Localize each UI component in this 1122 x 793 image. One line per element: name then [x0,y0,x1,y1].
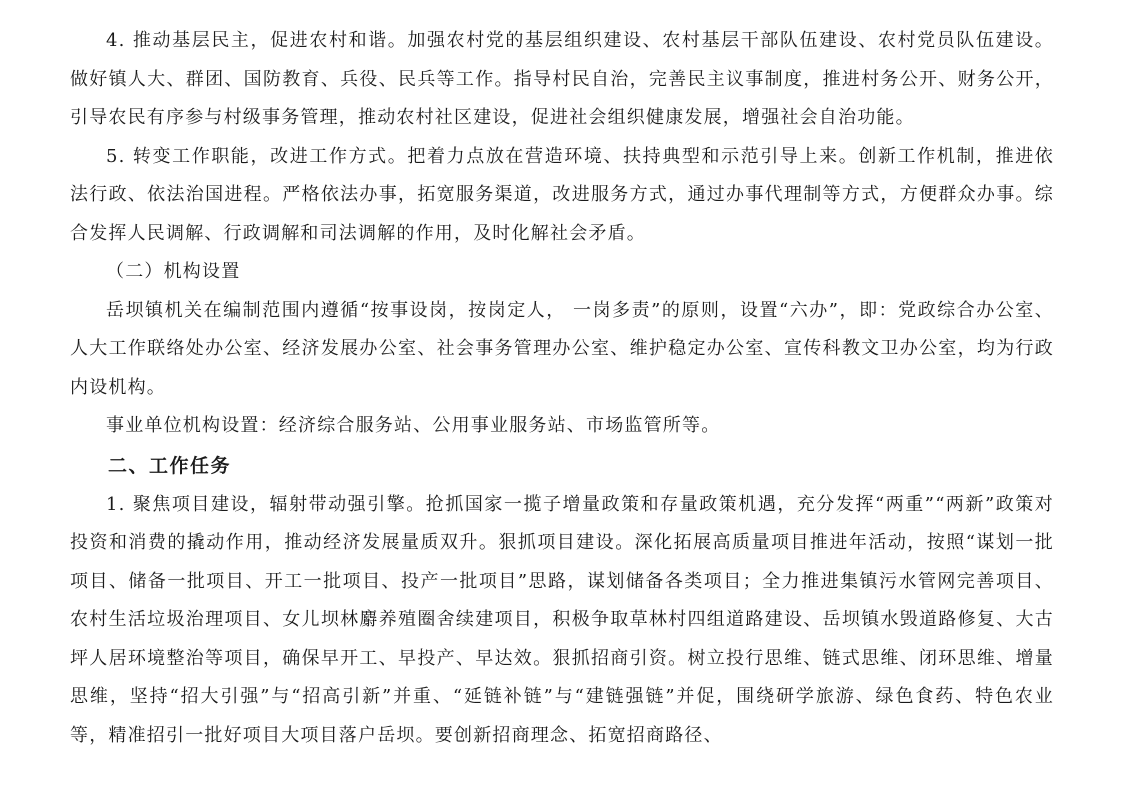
document-page [70,22,1054,755]
paragraph-item-5: 5. 转变工作职能，改进工作方式。把着力点放在营造环境、扶持典型和示范引导上来。创新工作机制，推进依法行政、依法治国进程。严格依法办事，拓宽服务渠道，改进服务方式，通过办事代理制等方式，方便群众办事。综合发挥人民调解、行政调解和司法调解的作用，及时化解社会矛盾。 [70,145,1054,244]
paragraph-item-4: 4. 推动基层民主，促进农村和谐。加强农村党的基层组织建设、农村基层干部队伍建设、农村党员队伍建设。做好镇人大、群团、国防教育、兵役、民兵等工作。指导村民自治，完善民主议事制度，推进村务公开、财务公开，引导农民有序参与村级事务管理，推动农村社区建设，促进社会组织健康发展，增强社会自治功能。 [70,30,1054,128]
paragraph-task-1: 1. 聚焦项目建设，辐射带动强引擎。抢抓国家一揽子增量政策和存量政策机遇，充分发挥“两重”“两新”政策对投资和消费的撬动作用，推动经济发展量质双升。狠抓项目建设。深化拓展高质量项目推进年活动，按照“谋划一批项目、储备一批项目、开工一批项目、投产一批项目”思路，谋划储备各类项目；全力推进集镇污水管网完善项目、农村生活垃圾治理项目、女儿坝林麝养殖圈舍续建项目，积极争取草林村四组道路建设、岳坝镇水毁道路修复、大古坪人居环境整治等项目，确保早开工、早投产、早达效。狠抓招商引资。树立投行思维、链式思维、闭环思维、增量思维，坚持“招大引强”与“招高引新”并重、“延链补链”与“建链强链”并促，围绕研学旅游、绿色食药、特色农业等，精准招引一批好项目大项目落户岳坝。要创新招商理念、拓宽招商路径、 [70,493,1054,746]
paragraph-org-setup: 岳坝镇机关在编制范围内遵循“按事设岗，按岗定人， 一岗多责”的原则，设置“六办”，即：党政综合办公室、人大工作联络处办公室、经济发展办公室、社会事务管理办公室、维护稳定办公室、宣传科教文卫办公室，均为行政内设机构。 [70,299,1054,398]
paragraph-public-units: 事业单位机构设置：经济综合服务站、公用事业服务站、市场监管所等。 [106,415,721,436]
section-heading-work-tasks: 二、工作任务 [108,454,232,477]
subheading-org-setup: （二）机构设置 [106,261,241,282]
